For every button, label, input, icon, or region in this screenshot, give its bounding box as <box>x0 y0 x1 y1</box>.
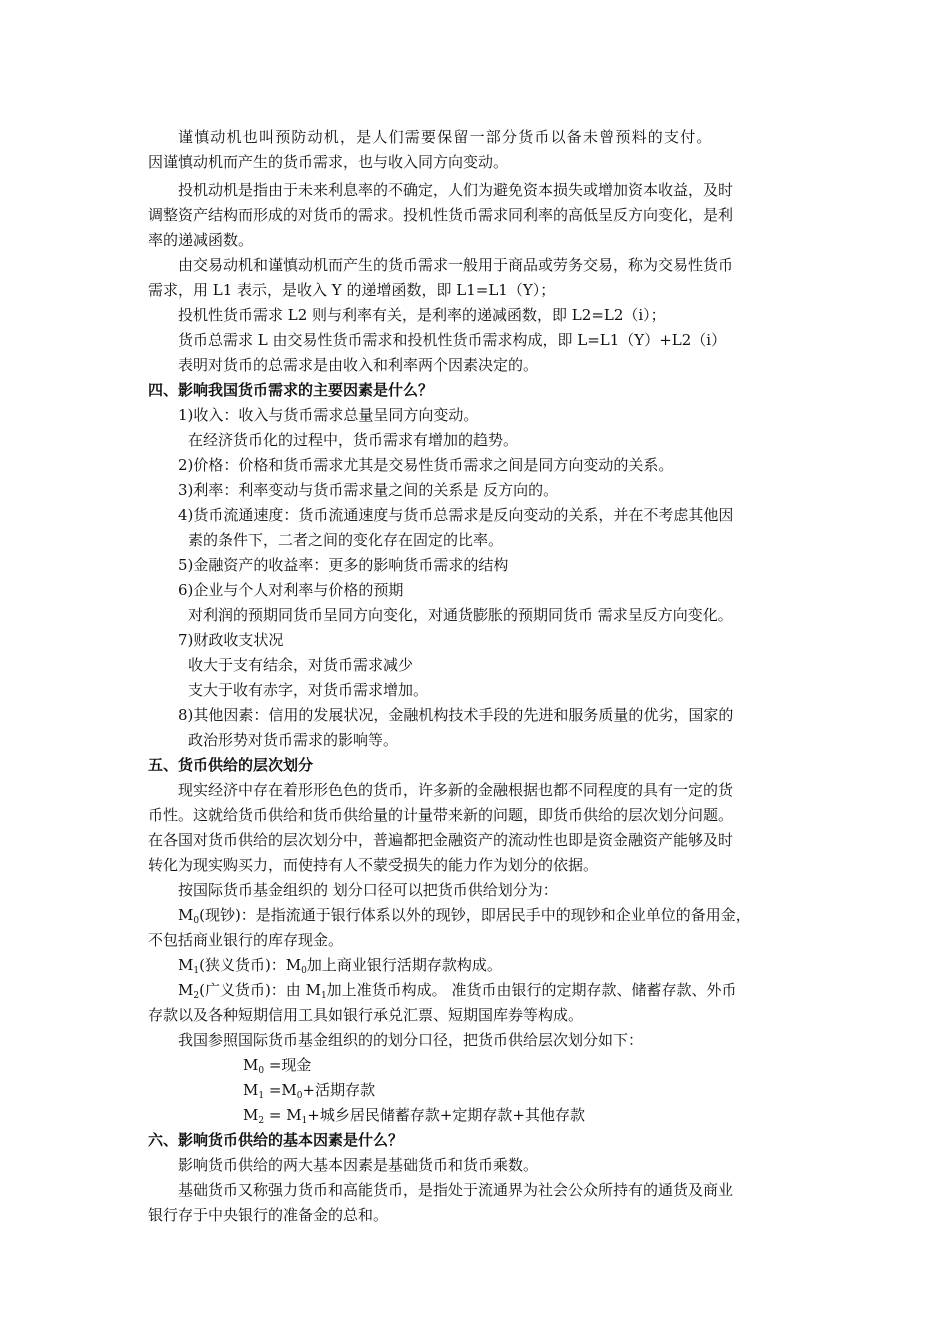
text-line: 银行存于中央银行的准备金的总和。 <box>148 1206 389 1224</box>
text-line: 对利润的预期同货币呈同方向变化，对通货膨胀的预期同货币 需求呈反方向变化。 <box>188 606 733 624</box>
text-line: 基础货币又称强力货币和高能货币，是指处于流通界为社会公众所持有的通货及商业 <box>178 1181 734 1199</box>
text-line: 因谨慎动机而产生的货币需求，也与收入同方向变动。 <box>148 153 509 171</box>
text-line: 币性。这就给货币供给和货币供给量的计量带来新的问题，即货币供给的层次划分问题。 <box>148 806 734 824</box>
text-line: 7)财政收支状况 <box>178 631 284 649</box>
text-line: 谨慎动机也叫预防动机，是人们需要保留一部分货币以备未曾预料的支付。 <box>178 128 713 146</box>
text-line: 现实经济中存在着形形色色的货币，许多新的金融根据也都不同程度的具有一定的货 <box>178 781 734 799</box>
text-line: 支大于收有赤字，对货币需求增加。 <box>188 681 429 699</box>
text-line: 投机动机是指由于未来利息率的不确定，人们为避免资本损失或增加资本收益，及时 <box>178 181 734 199</box>
m0-definition: $M_0$(现钞)：是指流通于银行体系以外的现钞，即居民手中的现钞和企业单位的备用金， <box>178 906 751 926</box>
m1-definition: $M_1$(狭义货币)：$M_0$加上商业银行活期存款构成。 <box>178 956 502 976</box>
formula-m2: $M_2 = M_1+$城乡居民储蓄存款+定期存款+其他存款 <box>243 1106 586 1126</box>
text-line: 投机性货币需求 L2 则与利率有关，是利率的递减函数，即 L2=L2（i）； <box>178 306 666 324</box>
text-line: 6)企业与个人对利率与价格的预期 <box>178 581 404 599</box>
text-line: 需求，用 L1 表示，是收入 Y 的递增函数，即 L1=L1（Y）； <box>148 281 556 299</box>
text-line: 收大于支有结余，对货币需求减少 <box>188 656 414 674</box>
text-line: 调整资产结构而形成的对货币的需求。投机性货币需求同利率的高低呈反方向变化，是利 <box>148 206 734 224</box>
text-line: 表明对货币的总需求是由收入和利率两个因素决定的。 <box>178 356 539 374</box>
text-line: 8)其他因素：信用的发展状况，金融机构技术手段的先进和服务质量的优劣，国家的 <box>178 706 734 724</box>
text-line: 按国际货币基金组织的 划分口径可以把货币供给划分为： <box>178 881 558 899</box>
text-line: 我国参照国际货币基金组织的的划分口径，把货币供给层次划分如下： <box>178 1031 644 1049</box>
text-line: 由交易动机和谨慎动机而产生的货币需求一般用于商品或劳务交易，称为交易性货币 <box>178 256 734 274</box>
section-heading: 四、影响我国货币需求的主要因素是什么？ <box>148 381 434 399</box>
text-line: 3)利率：利率变动与货币需求量之间的关系是 反方向的。 <box>178 481 559 499</box>
formula-m1: $M_1 =M_0+$活期存款 <box>243 1081 376 1101</box>
m2-definition: $M_2$(广义货币)：由 $M_1$加上准货币构成。 准货币由银行的定期存款、储蓄存款、外币 <box>178 981 737 1001</box>
text-line: 货币总需求 L 由交易性货币需求和投机性货币需求构成，即 L=L1（Y）+L2（i） <box>178 331 727 349</box>
text-line: 不包括商业银行的库存现金。 <box>148 931 344 949</box>
text-line: 存款以及各种短期信用工具如银行承兑汇票、短期国库券等构成。 <box>148 1006 584 1024</box>
text-line: 在经济货币化的过程中，货币需求有增加的趋势。 <box>188 431 519 449</box>
text-line: 转化为现实购买力，而使持有人不蒙受损失的能力作为划分的依据。 <box>148 856 599 874</box>
section-heading: 六、影响货币供给的基本因素是什么？ <box>148 1131 404 1149</box>
section-heading: 五、货币供给的层次划分 <box>148 756 314 774</box>
text-line: 1)收入：收入与货币需求总量呈同方向变动。 <box>178 406 479 424</box>
text-line: 率的递减函数。 <box>148 231 254 249</box>
text-line: 在各国对货币供给的层次划分中，普遍都把金融资产的流动性也即是资金融资产能够及时 <box>148 831 734 849</box>
text-line: 4)货币流通速度：货币流通速度与货币总需求是反向变动的关系，并在不考虑其他因 <box>178 506 734 524</box>
text-line: 5)金融资产的收益率：更多的影响货币需求的结构 <box>178 556 509 574</box>
text-line: 政治形势对货币需求的影响等。 <box>188 731 399 749</box>
formula-m0: $M_0$ =现金 <box>243 1056 312 1076</box>
text-line: 素的条件下，二者之间的变化存在固定的比率。 <box>188 531 504 549</box>
text-line: 影响货币供给的两大基本因素是基础货币和货币乘数。 <box>178 1156 539 1174</box>
text-line: 2)价格：价格和货币需求尤其是交易性货币需求之间是同方向变动的关系。 <box>178 456 674 474</box>
